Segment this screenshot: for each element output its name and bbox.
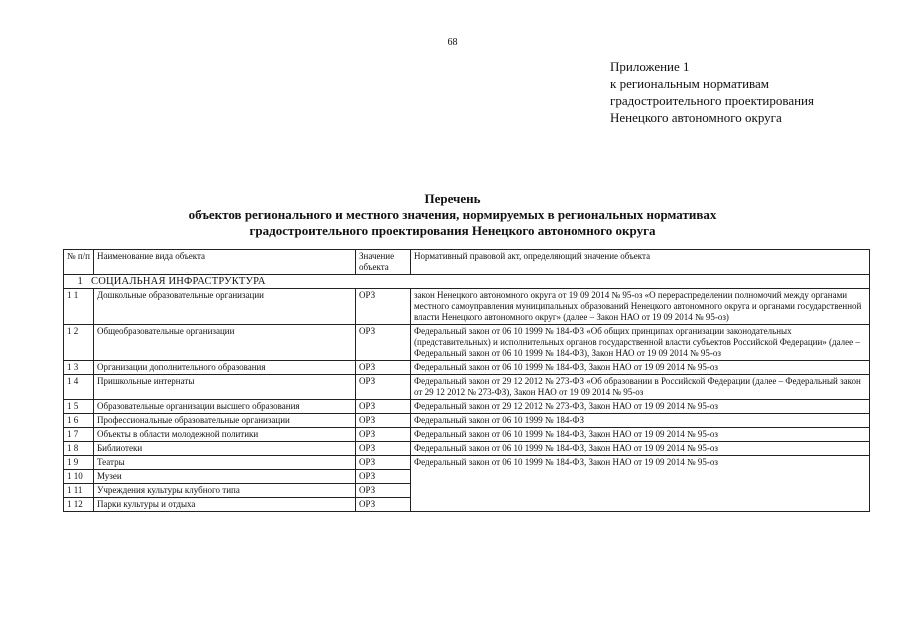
- row-num: 1 3: [64, 361, 94, 375]
- table-row: [64, 400, 870, 414]
- row-num: 1 4: [64, 375, 94, 400]
- row-num: 1 12: [64, 498, 94, 512]
- appendix-line: Приложение 1: [610, 59, 690, 74]
- row-value: ОРЗ: [356, 442, 411, 456]
- row-value: ОРЗ: [356, 361, 411, 375]
- table-row: [64, 456, 870, 470]
- row-name: Учреждения культуры клубного типа: [94, 484, 356, 498]
- row-num: 1 8: [64, 442, 94, 456]
- table-row: [64, 375, 870, 400]
- row-name: Библиотеки: [94, 442, 356, 456]
- table-row: [64, 289, 870, 325]
- row-value: ОРЗ: [356, 325, 411, 361]
- row-num: 1 2: [64, 325, 94, 361]
- row-name: Общеобразовательные организации: [94, 325, 356, 361]
- row-value: ОРЗ: [356, 400, 411, 414]
- row-num: 1 6: [64, 414, 94, 428]
- row-num: 1 7: [64, 428, 94, 442]
- row-value: ОРЗ: [356, 456, 411, 470]
- appendix-line: градостроительного проектирования: [610, 93, 814, 108]
- table-row: [64, 414, 870, 428]
- header-act: Нормативный правовой акт, определяющий значение объекта: [411, 250, 870, 275]
- row-value: ОРЗ: [356, 498, 411, 512]
- header-name: Наименование вида объекта: [94, 250, 356, 275]
- row-name: Пришкольные интернаты: [94, 375, 356, 400]
- row-name: Музеи: [94, 470, 356, 484]
- row-value: ОРЗ: [356, 484, 411, 498]
- objects-table: [63, 249, 870, 512]
- row-num: 1 11: [64, 484, 94, 498]
- row-name: Объекты в области молодежной политики: [94, 428, 356, 442]
- row-act: Федеральный закон от 06 10 1999 № 184-ФЗ «Об общих принципах организации законодательных (представительных) и исполнительных органов государственной власти субъектов Российской Федерации» (далее – Федеральный закон от 06 10 1999 № 184-ФЗ), Закон НАО от 19 09 2014 № 95-оз: [411, 325, 870, 361]
- row-act: Федеральный закон от 29 12 2012 № 273-ФЗ, Закон НАО от 19 09 2014 № 95-оз: [411, 400, 870, 414]
- appendix-line: Ненецкого автономного округа: [610, 110, 782, 125]
- row-num: 1 10: [64, 470, 94, 484]
- row-value: ОРЗ: [356, 470, 411, 484]
- document-title: [0, 191, 905, 239]
- title-line: объектов регионального и местного значения, нормируемых в региональных нормативах: [188, 207, 717, 222]
- row-value: ОРЗ: [356, 414, 411, 428]
- table-row: [64, 361, 870, 375]
- row-name: Театры: [94, 456, 356, 470]
- row-value: ОРЗ: [356, 289, 411, 325]
- title-line: Перечень: [424, 191, 481, 206]
- header-value: Значение объекта: [356, 250, 411, 275]
- section-title: СОЦИАЛЬНАЯ ИНФРАСТРУКТУРА: [91, 276, 266, 287]
- row-act: закон Ненецкого автономного округа от 19 09 2014 № 95-оз «О перераспределении полномочий между органами местного самоуправления муниципальных образований Ненецкого автономного округа и органами государственной власти Ненецкого автономного округ» (далее – Закон НАО от 19 09 2014 № 95-оз): [411, 289, 870, 325]
- row-name: Дошкольные образовательные организации: [94, 289, 356, 325]
- row-act: Федеральный закон от 06 10 1999 № 184-ФЗ, Закон НАО от 19 09 2014 № 95-оз: [411, 361, 870, 375]
- appendix-note: [610, 58, 814, 126]
- table-row: [64, 325, 870, 361]
- group-act: Федеральный закон от 06 10 1999 № 184-ФЗ, Закон НАО от 19 09 2014 № 95-оз: [411, 456, 870, 512]
- row-name: Организации дополнительного образования: [94, 361, 356, 375]
- table-row: [64, 442, 870, 456]
- row-act: Федеральный закон от 29 12 2012 № 273-ФЗ «Об образовании в Российской Федерации (далее – Федеральный закон от 29 12 2012 № 273-ФЗ), Закон НАО от 19 09 2014 № 95-оз: [411, 375, 870, 400]
- table-row: [64, 428, 870, 442]
- header-num: № п/п: [64, 250, 94, 275]
- row-act: Федеральный закон от 06 10 1999 № 184-ФЗ: [411, 414, 870, 428]
- section-row: [64, 275, 870, 289]
- row-act: Федеральный закон от 06 10 1999 № 184-ФЗ, Закон НАО от 19 09 2014 № 95-оз: [411, 428, 870, 442]
- row-act: Федеральный закон от 06 10 1999 № 184-ФЗ, Закон НАО от 19 09 2014 № 95-оз: [411, 442, 870, 456]
- section-cell: [64, 275, 870, 289]
- row-name: Образовательные организации высшего образования: [94, 400, 356, 414]
- page-number: 68: [447, 37, 458, 48]
- row-name: Парки культуры и отдыха: [94, 498, 356, 512]
- row-num: 1 9: [64, 456, 94, 470]
- row-value: ОРЗ: [356, 428, 411, 442]
- row-value: ОРЗ: [356, 375, 411, 400]
- table-header-row: [64, 250, 870, 275]
- row-num: 1 5: [64, 400, 94, 414]
- title-line: градостроительного проектирования Ненецкого автономного округа: [249, 223, 656, 238]
- row-num: 1 1: [64, 289, 94, 325]
- row-name: Профессиональные образовательные организации: [94, 414, 356, 428]
- section-number: 1: [77, 276, 83, 287]
- appendix-line: к региональным нормативам: [610, 76, 769, 91]
